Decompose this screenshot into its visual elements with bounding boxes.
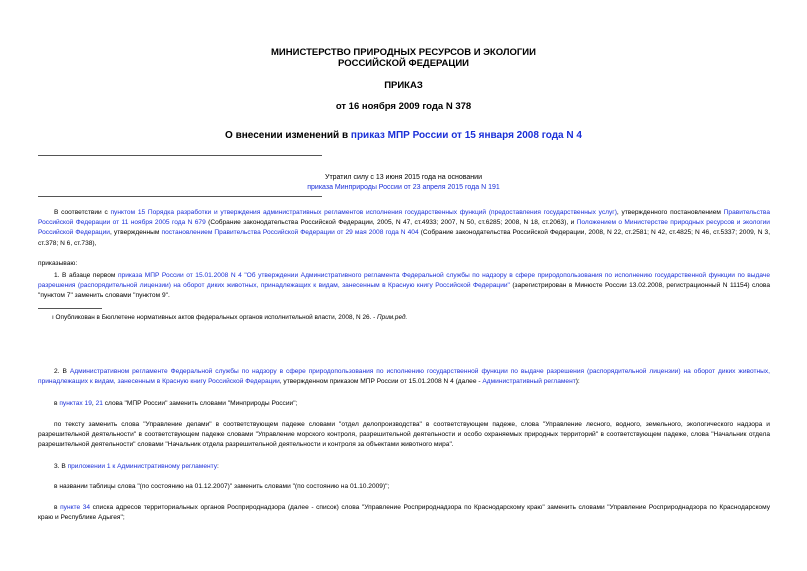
status-line1: Утратил силу с 13 июня 2015 года на основании <box>325 174 482 181</box>
preamble-text-1: В соответствии с <box>54 209 111 216</box>
item2-text-3: ): <box>575 378 580 386</box>
order-directive: приказываю: <box>38 260 78 267</box>
status-link[interactable]: приказа Минприроды России от 23 апреля 2015 года N 191 <box>307 184 500 191</box>
preamble-link-4[interactable]: постановлением Правительства Российской Федерации от 29 мая 2008 года N 404 <box>161 229 419 237</box>
item1-link[interactable]: приказа МПР России от 15.01.2008 N 4 "Об утверждении Административного регламента Федеральной службы по надзору в сфере природопользования по исполнению государственной функции по выдаче разрешения (распорядительной лицензии) на оборот диких животных, принадлежащих к видам, занесенным в Красную книгу Российской Федерации" <box>38 272 770 290</box>
item-3a-paragraph: в названии таблицы слова "(по состоянию на 01.12.2007)" заменить словами "(по состоянию на 01.10.2009)"; <box>54 483 390 490</box>
item-2-paragraph <box>38 367 770 387</box>
item2-link-1[interactable]: Административном регламенте Федеральной службы по надзору в сфере природопользования по исполнению государственной функции по выдаче разрешения (распорядительной лицензии) на оборот диких животных, принадлежащих к видам, занесенным в Красную книгу Российской Федерации <box>38 368 770 386</box>
item-1-paragraph <box>38 271 770 302</box>
item-3-paragraph <box>38 462 770 472</box>
ministry-line2: РОССИЙСКОЙ ФЕДЕРАЦИИ <box>337 58 469 69</box>
status-note <box>0 173 807 193</box>
item2a-text-3: слова "МПР России" заменить словами "Минприроды России"; <box>102 400 298 407</box>
order-word: ПРИКАЗ <box>384 80 423 91</box>
item3b-link[interactable]: пункте 34 <box>60 504 91 511</box>
item2-link-2[interactable]: Административный регламент <box>482 378 576 386</box>
item2-text-1: 2. В <box>54 368 70 375</box>
preamble-text-2: , утвержденного постановлением <box>616 209 724 216</box>
footnote-text: Опубликован в Бюллетене нормативных актов федеральных органов исполнительной власти, 2008, N 26. - <box>53 314 378 321</box>
ministry-title <box>0 47 807 69</box>
order-date: от 16 ноября 2009 года N 378 <box>335 101 472 112</box>
preamble-link-3[interactable]: Положением о Министерстве природных ресурсов и экологии Российской Федерации <box>38 219 770 237</box>
item2-text-2: , утвержденном приказом МПР России от 15.01.2008 N 4 (далее - <box>279 378 483 386</box>
preamble-text-3: (Собрание законодательства Российской Федерации, 2005, N 47, ст.4933; 2007, N 50, ст.6285; 2008, N 18, ст.2063), и <box>205 219 577 227</box>
footnote-divider <box>38 308 102 309</box>
item2a-text-2: , <box>91 400 96 407</box>
item2a-text-1: в <box>54 400 60 407</box>
footnote-italic: Прим.ред. <box>377 314 408 321</box>
item1-text-2: (зарегистрирован в Минюсте России 13.02.2008, регистрационный N 11154) слова "пунктом 7" заменить словами "пунктом 9". <box>38 282 770 300</box>
divider-top <box>38 155 322 156</box>
preamble-text-5: (Собрание законодательства Российской Федерации, 2008, N 22, ст.2581; N 42, ст.4825; N 46, ст.5337; 2009, N 3, ст.378; N 6, ст.738), <box>38 229 771 247</box>
preamble-link-2[interactable]: Правительства Российской Федерации от 11 ноября 2005 года N 679 <box>38 209 771 227</box>
item3-text-1: 3. В <box>54 463 68 470</box>
item2a-link-1[interactable]: пунктах 19 <box>59 400 92 407</box>
item-3b-paragraph <box>38 503 770 523</box>
order-subject <box>0 130 807 141</box>
footnote <box>52 314 407 321</box>
subject-prefix: О внесении изменений в <box>225 130 351 141</box>
footnote-marker: ı <box>52 314 54 321</box>
preamble-text-4: , утвержденным <box>109 229 162 237</box>
ministry-line1: МИНИСТЕРСТВО ПРИРОДНЫХ РЕСУРСОВ И ЭКОЛОГИИ <box>271 47 536 58</box>
item3-link[interactable]: приложении 1 к Административному регламенту <box>67 463 218 470</box>
preamble-paragraph <box>38 208 770 249</box>
item-2b-paragraph: по тексту заменить слова "Управление делами" в соответствующем падеже словами "отдел делопроизводства" в соответствующем падеже, слова "Управление лесного, водного, земельного, экологического надзора и разрешительной деятельности" в соответствующем падеже словами "Управление морского контроля, разрешительной деятельности и особо охраняемых природных территорий" в соответствующем падеже, слова "Начальник отдела разрешительной деятельности" словами "Начальник отдела разрешительной деятельности и контроля за объектами животного мира". <box>38 421 770 449</box>
divider-bottom <box>38 196 322 197</box>
item2a-link-2[interactable]: 21 <box>95 400 103 407</box>
preamble-link-1[interactable]: пунктом 15 Порядка разработки и утверждения административных регламентов исполнения государственных функций (предоставления государственных услуг) <box>110 209 617 216</box>
item3b-text-2: списка адресов территориальных органов Росприроднадзора (далее - список) слова "Управление Росприроднадзора по Краснодарскому краю" заменить словами "Управление Росприроднадзора по Краснодарскому краю и Республике Адыгея"; <box>38 504 770 522</box>
item-2a-paragraph <box>38 399 770 409</box>
subject-link[interactable]: приказ МПР России от 15 января 2008 года N 4 <box>350 130 582 141</box>
item1-text-1: 1. В абзаце первом <box>54 272 118 279</box>
item3-text-2: : <box>217 463 219 470</box>
item3b-text-1: в <box>54 504 61 511</box>
